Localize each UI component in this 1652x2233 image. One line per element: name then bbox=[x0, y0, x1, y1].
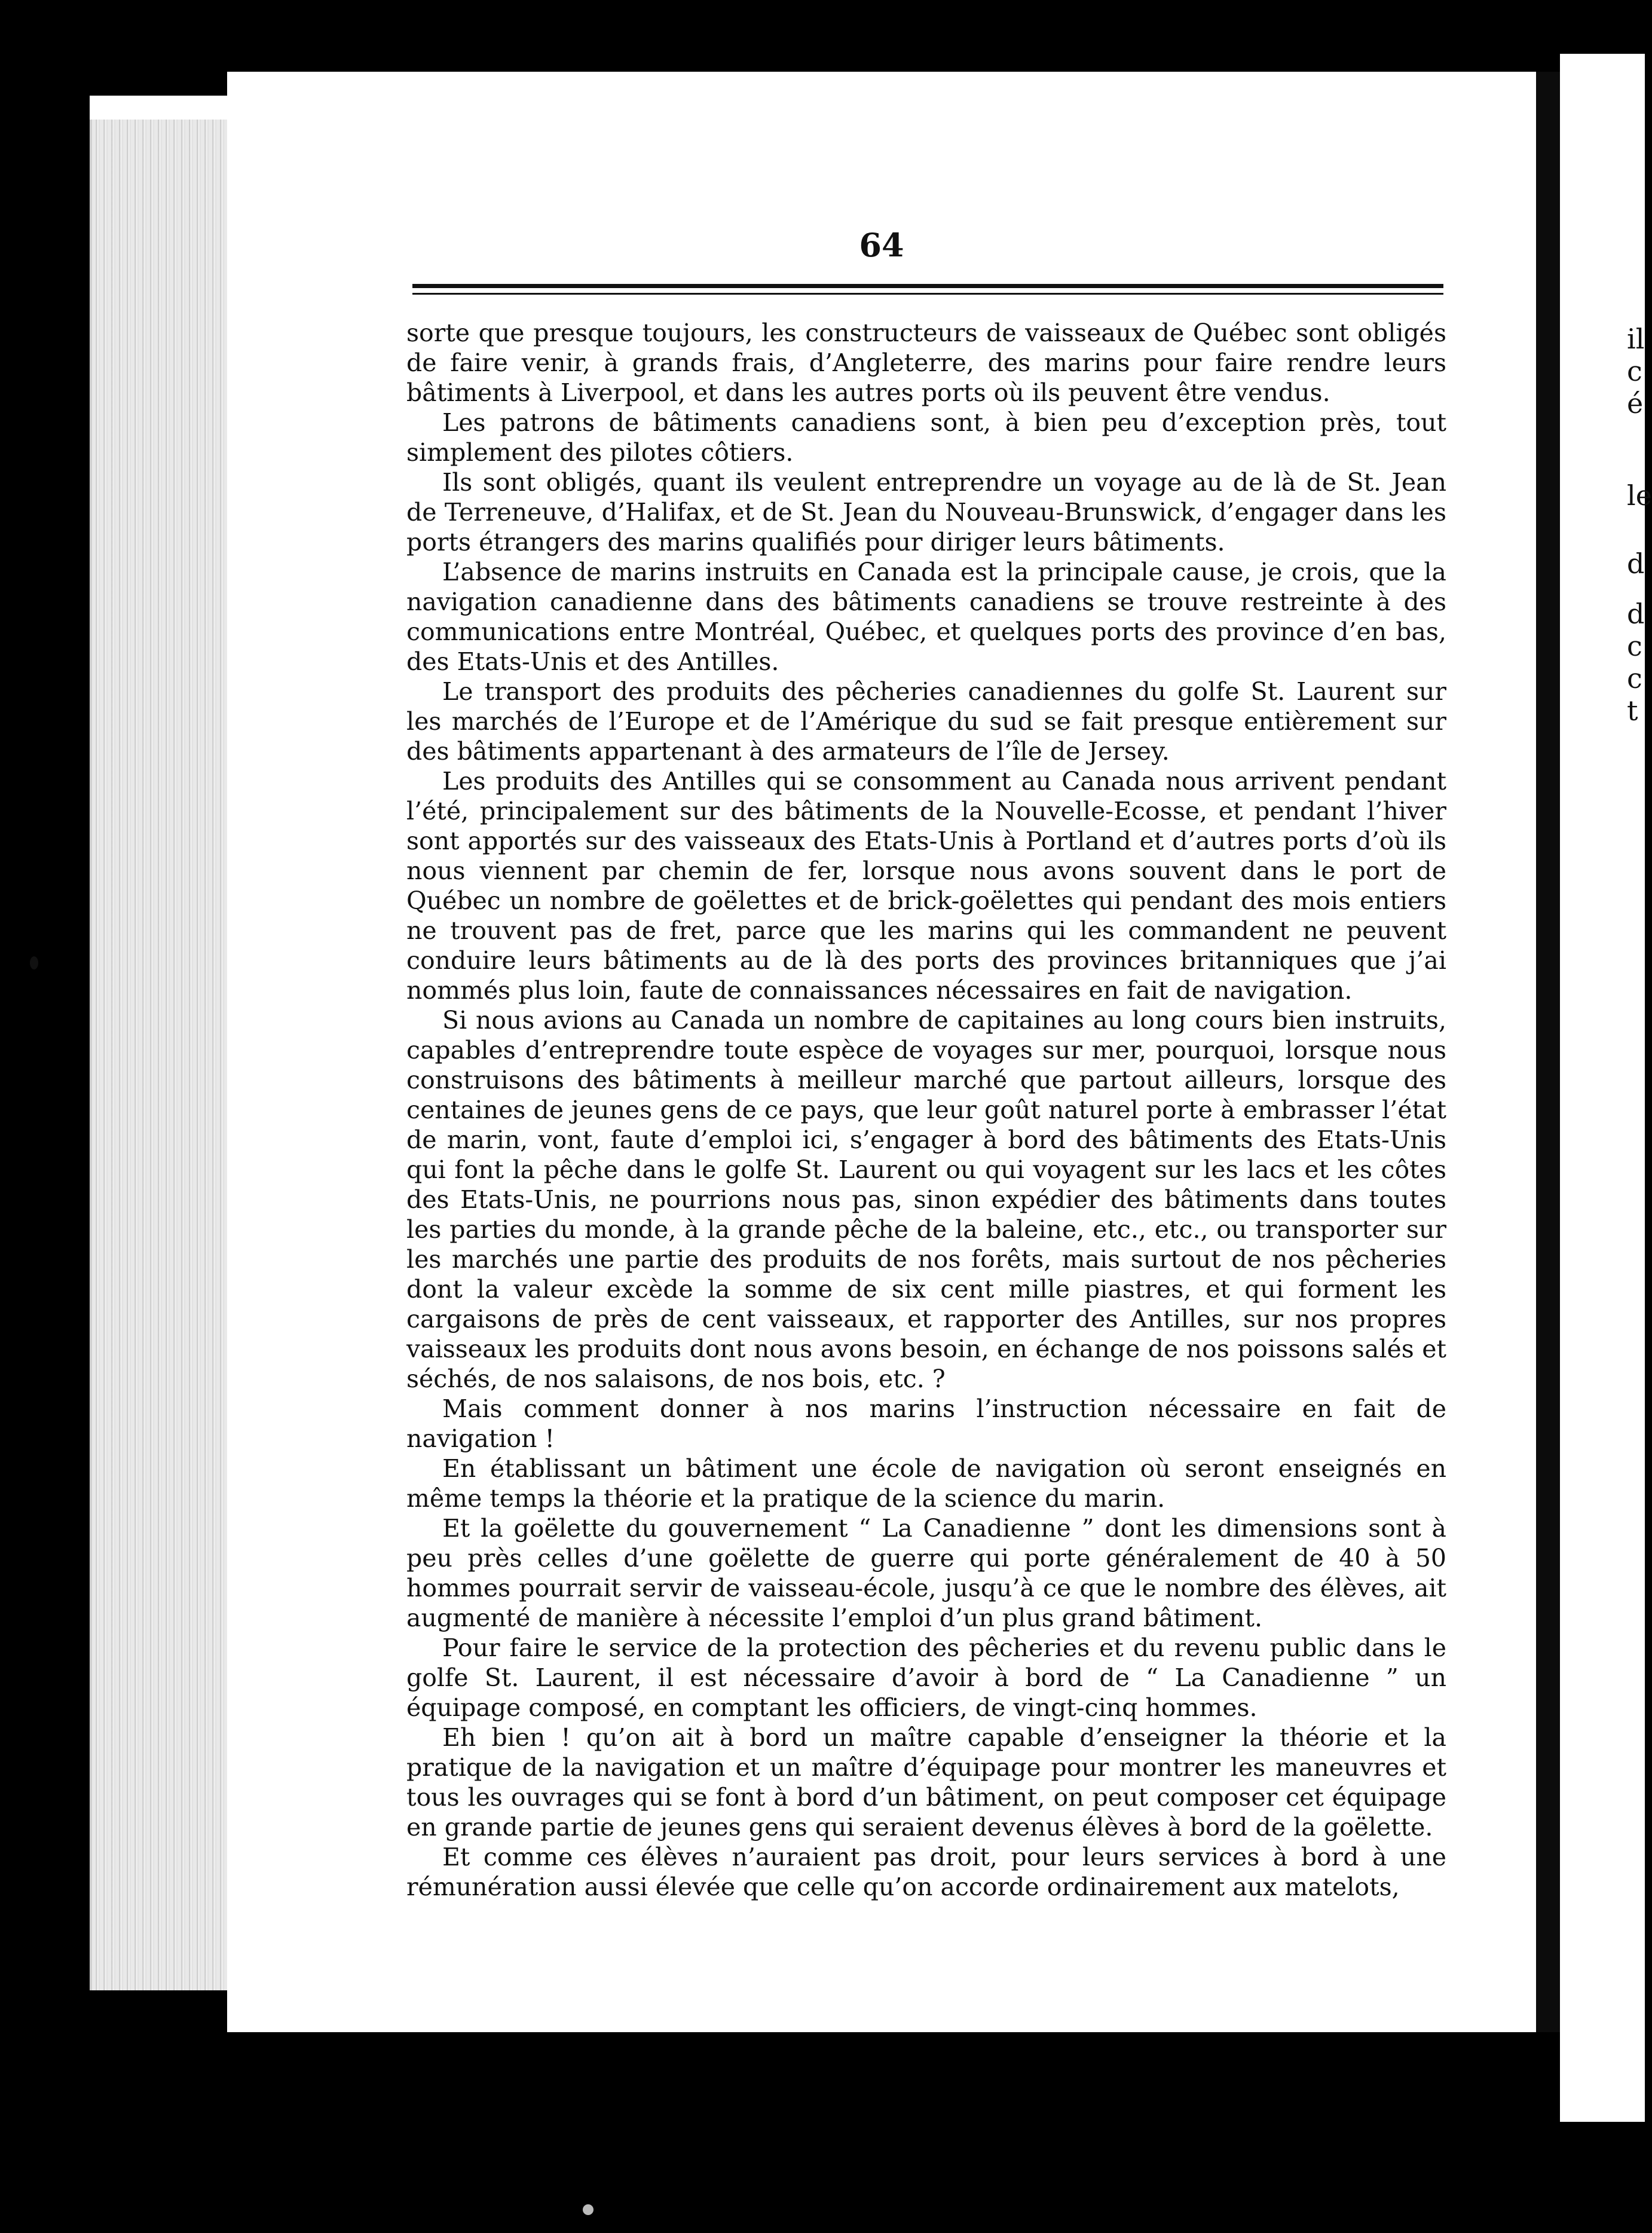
adjacent-letter: t bbox=[1627, 695, 1638, 727]
scan-speck bbox=[583, 2204, 594, 2215]
paragraph: Si nous avions au Canada un nombre de capitaines au long cours bien instruits, capables d’entreprendre toute espèce de voyages sur mer, pourquoi, lorsque nous construisons des bâtiments à meilleur marché que partout ailleurs, lorsque des centaines de jeunes gens de ce pays, que leur goût naturel porte à embrasser l’état de marin, vont, faute d’emploi ici, s’engager à bord des bâtiments des Etats-Unis qui font la pêche dans le golfe St. Laurent ou qui voyagent sur les lacs et les côtes des Etats-Unis, ne pourrions nous pas, sinon expédier des bâtiments dans toutes les parties du monde, à la grande pêche de la baleine, etc., etc., ou transporter sur les marchés une partie des produits de nos forêts, mais surtout de nos pêcheries dont la valeur excède la somme de six cent mille piastres, et qui forment les cargaisons de près de cent vaisseaux, et rapporter des Antilles, sur nos propres vaisseaux les produits dont nous avons besoin, en échange de nos poissons salés et séchés, de nos salaisons, de nos bois, etc. ? bbox=[406, 1006, 1446, 1393]
paragraph: L’absence de marins instruits en Canada est la principale cause, je crois, que la navigation canadienne dans des bâtiments canadiens se trouve restreinte à des communications entre Montréal, Québec, et quelques ports des province d’en bas, des Etats-Unis et des Antilles. bbox=[406, 558, 1446, 676]
adjacent-letter: c bbox=[1627, 630, 1642, 662]
paragraph: Eh bien ! qu’on ait à bord un maître capable d’enseigner la théorie et la pratique de la navigation et un maître d’équipage pour montrer les maneuvres et tous les ouvrages qui se font à bord d’un bâtiment, on peut composer cet équipage en grande partie de jeunes gens qui seraient devenus élèves à bord de la goëlette. bbox=[406, 1723, 1446, 1842]
book-edge-top bbox=[90, 96, 233, 120]
adjacent-page-text bbox=[1627, 323, 1652, 727]
paragraph: En établissant un bâtiment une école de navigation où seront enseignés en même temps la théorie et la pratique de la science du marin. bbox=[406, 1454, 1446, 1513]
adjacent-letter: é bbox=[1627, 387, 1644, 420]
paragraph: Et la goëlette du gouvernement “ La Canadienne ” dont les dimensions sont à peu près celles d’une goëlette de guerre qui porte généralement de 40 à 50 hommes pourrait servir de vaisseau-école, jusqu’à ce que le nombre des élèves, ait augmenté de manière à nécessite l’emploi d’un plus grand bâtiment. bbox=[406, 1514, 1446, 1632]
paragraph: sorte que presque toujours, les constructeurs de vaisseaux de Québec sont obligés de faire venir, à grands frais, d’Angleterre, des marins pour faire rendre leurs bâtiments à Liverpool, et dans les autres ports où ils peuvent être vendus. bbox=[406, 319, 1446, 407]
scan-speck bbox=[30, 956, 38, 969]
header-rule-thin bbox=[412, 293, 1443, 295]
paragraph: Pour faire le service de la protection des pêcheries et du revenu public dans le golfe St. Laurent, il est nécessaire d’avoir à bord de “ La Canadienne ” un équipage composé, en comptant les officiers, de vingt-cinq hommes. bbox=[406, 1634, 1446, 1722]
document-page bbox=[227, 72, 1536, 2032]
page-number: 64 bbox=[859, 226, 904, 264]
paragraph: Ils sont obligés, quant ils veulent entreprendre un voyage au de là de St. Jean de Terreneuve, d’Halifax, et de St. Jean du Nouveau-Brunswick, d’engager dans les ports étrangers des marins qualifiés pour diriger leurs bâtiments. bbox=[406, 468, 1446, 556]
paragraph: Et comme ces élèves n’auraient pas droit, pour leurs services à bord à une rémunération aussi élevée que celle qu’on accorde ordinairement aux matelots, bbox=[406, 1843, 1446, 1901]
book-gutter bbox=[1535, 72, 1561, 2032]
paragraph: Mais comment donner à nos marins l’instruction nécessaire en fait de navigation ! bbox=[406, 1394, 1446, 1453]
adjacent-letter: d bbox=[1627, 547, 1645, 580]
book-page-edges bbox=[90, 102, 230, 1990]
body-text bbox=[406, 318, 1446, 1902]
paragraph: Le transport des produits des pêcheries canadiennes du golfe St. Laurent sur les marchés de l’Europe et de l’Amérique du sud se fait presque entièrement sur des bâtiments appartenant à des armateurs de l’île de Jersey. bbox=[406, 677, 1446, 766]
adjacent-letter: c bbox=[1627, 662, 1642, 695]
paragraph: Les patrons de bâtiments canadiens sont, à bien peu d’exception près, tout simplement des pilotes côtiers. bbox=[406, 408, 1446, 467]
adjacent-letter: d bbox=[1627, 598, 1645, 630]
adjacent-letter: le bbox=[1627, 479, 1652, 512]
adjacent-letter: il bbox=[1627, 323, 1645, 355]
adjacent-letter: c bbox=[1627, 355, 1642, 387]
header-rule-thick bbox=[412, 284, 1443, 288]
paragraph: Les produits des Antilles qui se consomment au Canada nous arrivent pendant l’été, principalement sur des bâtiments de la Nouvelle-Ecosse, et pendant l’hiver sont apportés sur des vaisseaux des Etats-Unis à Portland et d’autres ports d’où ils nous viennent par chemin de fer, lorsque nous avons souvent dans le port de Québec un nombre de goëlettes et de brick-goëlettes qui pendant des mois entiers ne trouvent pas de fret, parce que les marins qui les commandent ne peuvent conduire leurs bâtiments au de là des ports des provinces britanniques que j’ai nommés plus loin, faute de connaissances nécessaires en fait de navigation. bbox=[406, 767, 1446, 1005]
